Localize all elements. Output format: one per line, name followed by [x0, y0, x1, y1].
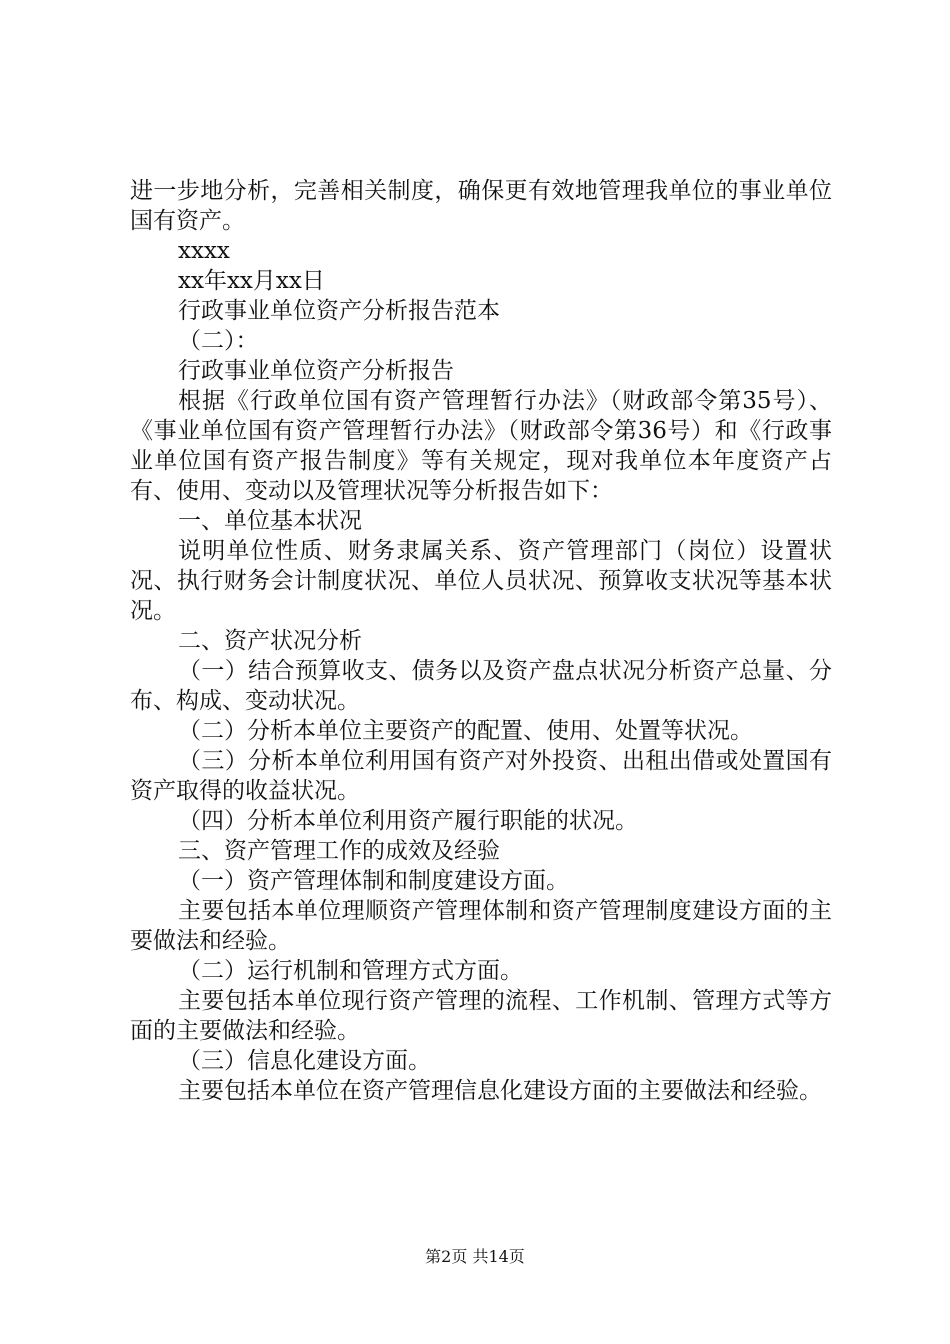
subheading-2-3: （三）分析本单位利用国有资产对外投资、出租出借或处置国有资产取得的收益状况。: [130, 748, 832, 804]
heading-2: 二、资产状况分析: [178, 628, 362, 654]
heading-1: 一、单位基本状况: [178, 508, 362, 534]
subheading-3-1: （一）资产管理体制和制度建设方面。: [178, 868, 569, 894]
paragraph-5: （二）：: [178, 328, 259, 354]
paragraph-2: xxxx: [178, 238, 230, 264]
paragraph-17: 主要包括本单位理顺资产管理体制和资产管理制度建设方面的主要做法和经验。: [130, 898, 832, 954]
paragraph-4: 行政事业单位资产分析报告范本: [178, 298, 500, 324]
subheading-3-2: （二）运行机制和管理方式方面。: [178, 958, 523, 984]
paragraph-9: 说明单位性质、财务隶属关系、资产管理部门（岗位）设置状况、执行财务会计制度状况、单位人员状况、预算收支状况等基本状况。: [130, 538, 832, 624]
paragraph-19: 主要包括本单位现行资产管理的流程、工作机制、管理方式等方面的主要做法和经验。: [130, 988, 832, 1044]
document-body: [130, 176, 832, 1106]
paragraph-1: 进一步地分析，完善相关制度，确保更有效地管理我单位的事业单位国有资产。: [130, 178, 832, 234]
paragraph-21: 主要包括本单位在资产管理信息化建设方面的主要做法和经验。: [178, 1078, 822, 1104]
subheading-2-4: （四）分析本单位利用资产履行职能的状况。: [178, 808, 638, 834]
page-footer: 第2页 共14页: [425, 1247, 525, 1266]
paragraph-7: 根据《行政单位国有资产管理暂行办法》（财政部令第35号）、《事业单位国有资产管理暂行办法》（财政部令第36号）和《行政事业单位国有资产报告制度》等有关规定，现对我单位本年度资产占有、使用、变动以及管理状况等分析报告如下：: [130, 388, 832, 504]
subheading-2-2: （二）分析本单位主要资产的配置、使用、处置等状况。: [178, 718, 753, 744]
paragraph-6: 行政事业单位资产分析报告: [178, 358, 454, 384]
subheading-2-1: （一）结合预算收支、债务以及资产盘点状况分析资产总量、分布、构成、变动状况。: [130, 658, 832, 714]
paragraph-3: xx年xx月xx日: [178, 268, 325, 294]
heading-3: 三、资产管理工作的成效及经验: [178, 838, 500, 864]
subheading-3-3: （三）信息化建设方面。: [178, 1048, 431, 1074]
